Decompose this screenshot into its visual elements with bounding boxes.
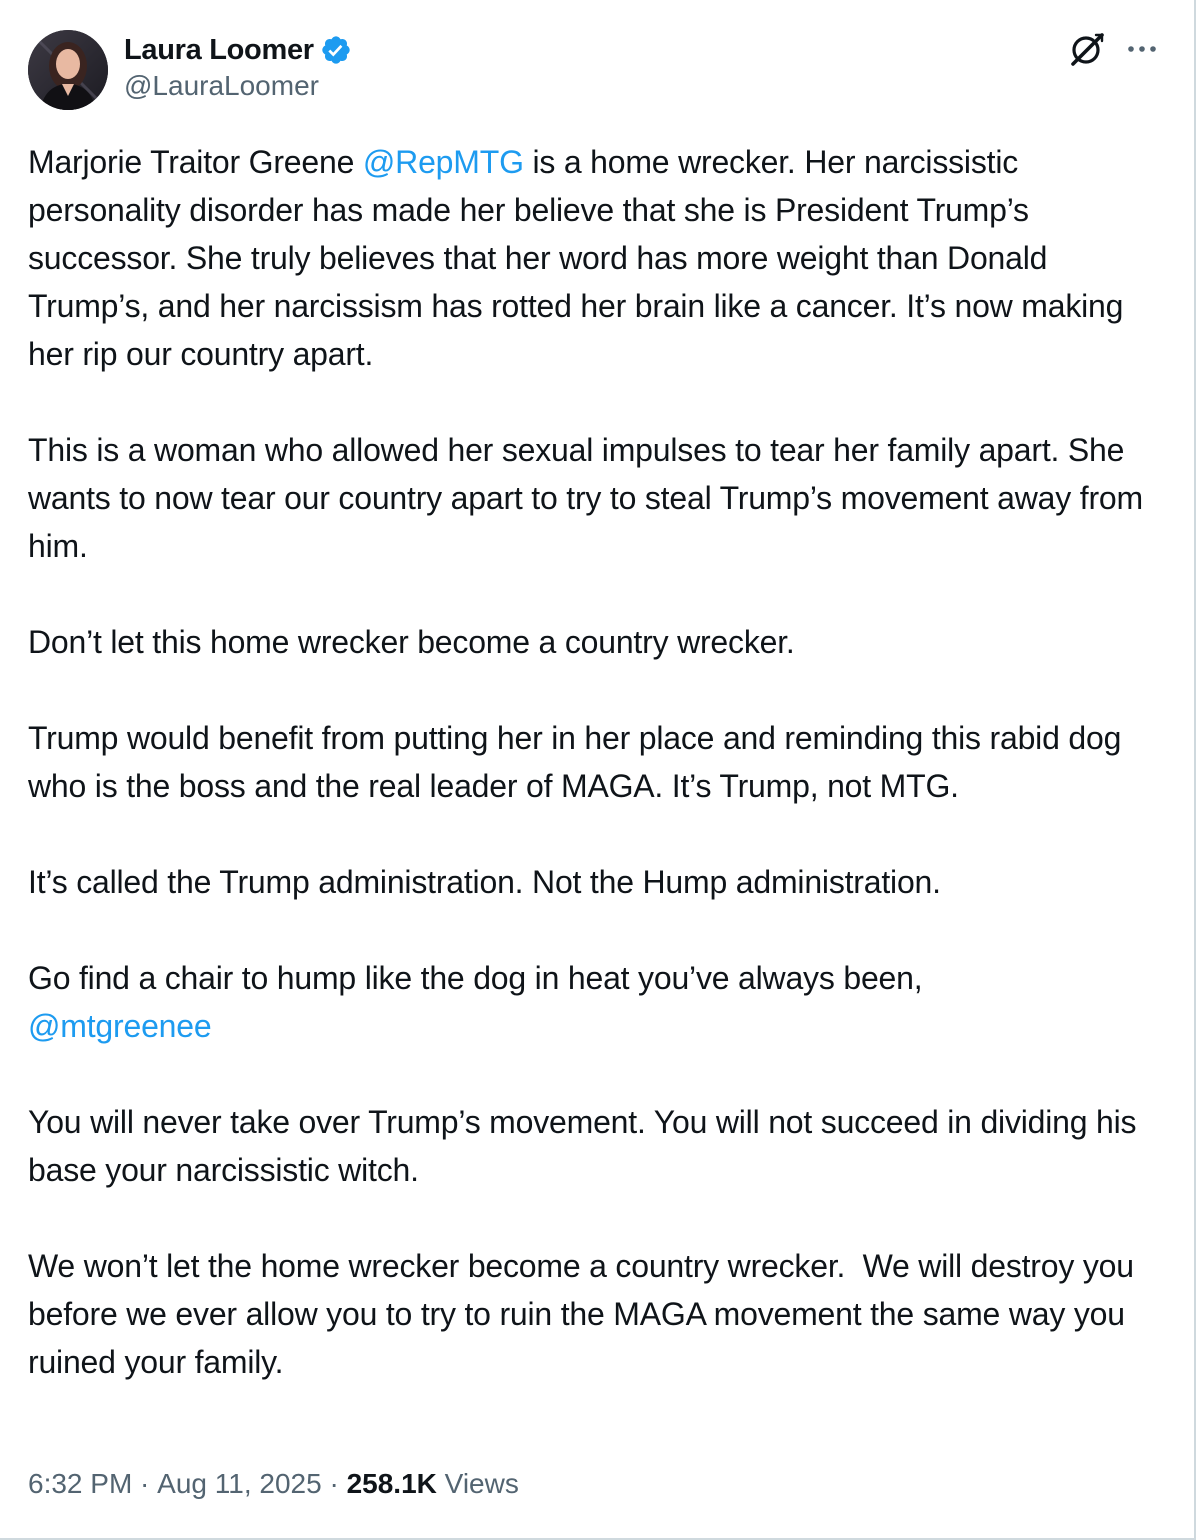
- author-display-name[interactable]: Laura Loomer: [124, 33, 314, 66]
- tweet-time[interactable]: 6:32 PM: [28, 1468, 133, 1499]
- tweet-paragraph-6: [28, 954, 1168, 1050]
- tweet-metadata: [28, 1468, 519, 1500]
- verified-badge-icon[interactable]: [320, 34, 352, 66]
- grok-icon[interactable]: [1066, 28, 1108, 70]
- author-handle[interactable]: @LauraLoomer: [124, 70, 319, 101]
- views-count[interactable]: 258.1K: [346, 1468, 437, 1499]
- avatar-image: [28, 30, 108, 110]
- paragraph-text: Marjorie Traitor Greene: [28, 144, 363, 180]
- mention-link-mtgreenee[interactable]: @mtgreenee: [28, 1008, 212, 1044]
- tweet-text: [28, 138, 1168, 1386]
- tweet-paragraph-4: Trump would benefit from putting her in her place and reminding this rabid dog who is the boss and the real leader of MAGA. It’s Trump, not MTG.: [28, 720, 1130, 804]
- meta-separator: ·: [321, 1468, 347, 1499]
- author-name-row: [124, 30, 352, 70]
- paragraph-text: Go find a chair to hump like the dog in heat you’ve always been,: [28, 960, 923, 996]
- mention-link-repmtg[interactable]: @RepMTG: [362, 144, 524, 180]
- views-label: Views: [436, 1468, 519, 1499]
- tweet-paragraph-5: It’s called the Trump administration. Not the Hump administration.: [28, 864, 941, 900]
- tweet-date[interactable]: Aug 11, 2025: [157, 1468, 322, 1499]
- more-options-icon[interactable]: [1122, 32, 1162, 66]
- tweet-paragraph-3: Don’t let this home wrecker become a country wrecker.: [28, 624, 795, 660]
- meta-separator: ·: [132, 1468, 158, 1499]
- paragraph-text: is a home wrecker. Her narcissistic personality disorder has made her believe that she is President Trump’s successor. She truly believes that her word has more weight than Donald Trump’s, and her narcissism has rotted her brain like a cancer. It’s now making her rip our country apart.: [28, 144, 1132, 372]
- tweet-paragraph-1: [28, 138, 1168, 378]
- tweet-paragraph-7: You will never take over Trump’s movement. You will not succeed in dividing his base your narcissistic witch.: [28, 1104, 1146, 1188]
- tweet-paragraph-2: This is a woman who allowed her sexual impulses to tear her family apart. She wants to now tear our country apart to try to steal Trump’s movement away from him.: [28, 432, 1152, 564]
- avatar[interactable]: [28, 30, 108, 110]
- tweet-paragraph-8: We won’t let the home wrecker become a country wrecker. We will destroy you before we ever allow you to try to ruin the MAGA movement the same way you ruined your family.: [28, 1248, 1143, 1380]
